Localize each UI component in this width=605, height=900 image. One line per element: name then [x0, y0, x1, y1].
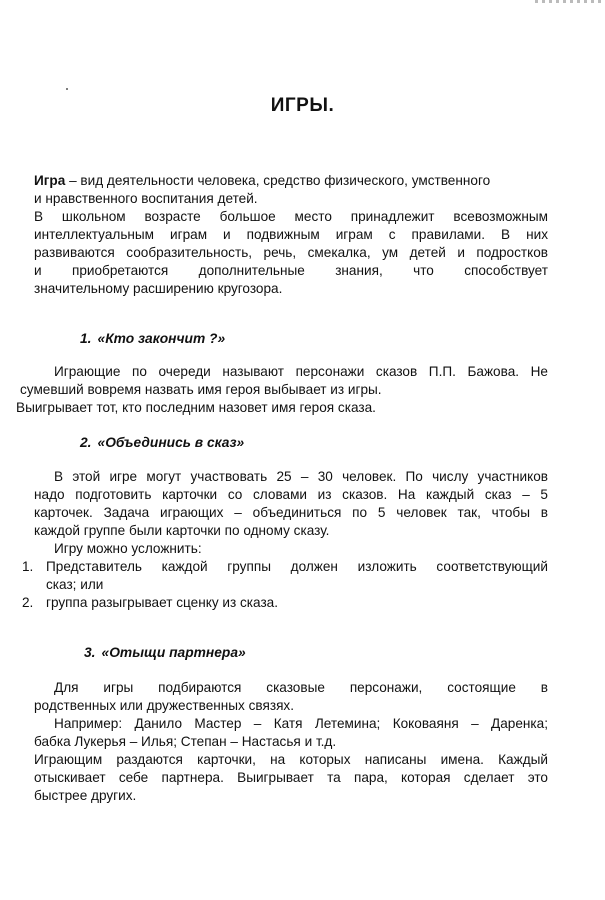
- game1-line: Выигрывает тот, кто последним назовет имя героя сказа.: [16, 400, 376, 415]
- game3-heading: [84, 645, 246, 660]
- game3-line: Играющим раздаются карточки, на которых написаны имена. Каждый: [34, 752, 548, 767]
- game3-line: быстрее других.: [34, 788, 137, 803]
- game1-line: Играющие по очереди называют персонажи сказов П.П. Бажова. Не: [54, 364, 548, 379]
- intro-paragraph-line: интеллектуальным играм и подвижным играм с правилами. В них: [34, 227, 548, 242]
- game1-title: «Кто закончит ?»: [97, 331, 226, 346]
- game2-line: В этой игре могут участвовать 25 – 30 человек. По числу участников: [54, 469, 548, 484]
- list-item-text: группа разыгрывает сценку из сказа.: [46, 595, 279, 610]
- list-item-text: Представитель каждой группы должен изложить соответствующий: [46, 559, 548, 574]
- intro-paragraph-line: значительному расширению кругозора.: [34, 281, 283, 296]
- game2-line: надо подготовить карточки со словами из сказов. На каждый сказ – 5: [34, 487, 548, 502]
- game3-title: «Отыщи партнера»: [101, 645, 246, 660]
- intro-definition-line2: и нравственного воспитания детей.: [34, 191, 258, 206]
- game3-line: бабка Лукерья – Илья; Степан – Настасья и т.д.: [34, 734, 337, 749]
- scan-edge-mark: [535, 0, 605, 3]
- list-item-number: 1.: [22, 559, 34, 574]
- intro-definition-line1: [34, 172, 548, 190]
- game2-number: 2.: [80, 435, 92, 450]
- page-title: ИГРЫ.: [270, 95, 335, 116]
- intro-term: Игра: [34, 173, 66, 188]
- game2-line: Игру можно усложнить:: [54, 541, 202, 556]
- game3-line: Для игры подбираются сказовые персонажи, состоящие в: [54, 680, 548, 695]
- game1-heading: [80, 331, 225, 346]
- intro-paragraph-line: развиваются сообразительность, речь, смекалка, ум детей и подростков: [34, 245, 548, 260]
- game2-line: каждой группе были карточки по одному сказу.: [34, 523, 330, 538]
- game2-line: карточек. Задача играющих – объединиться по 5 человек так, чтобы в: [34, 505, 548, 520]
- list-item-text: сказ; или: [46, 577, 104, 592]
- scan-speck: [66, 88, 68, 90]
- game3-line: родственных или дружественных связях.: [34, 698, 295, 713]
- game1-number: 1.: [80, 331, 92, 346]
- list-item-number: 2.: [22, 595, 34, 610]
- game1-line: сумевший вовремя назвать имя героя выбывает из игры.: [20, 382, 382, 397]
- game2-title: «Объединись в сказ»: [97, 435, 245, 450]
- game3-line: Например: Данило Мастер – Катя Летемина; Коковаяня – Даренка;: [54, 716, 548, 731]
- intro-paragraph-line: и приобретаются дополнительные знания, что способствует: [34, 263, 548, 278]
- game3-number: 3.: [84, 645, 96, 660]
- intro-definition-text: – вид деятельности человека, средство физического, умственного: [65, 173, 491, 188]
- game3-line: отыскивает себе партнера. Выигрывает та пара, которая сделает это: [34, 770, 548, 785]
- intro-paragraph-line: В школьном возрасте большое место принадлежит всевозможным: [34, 209, 548, 224]
- game2-heading: [80, 435, 244, 450]
